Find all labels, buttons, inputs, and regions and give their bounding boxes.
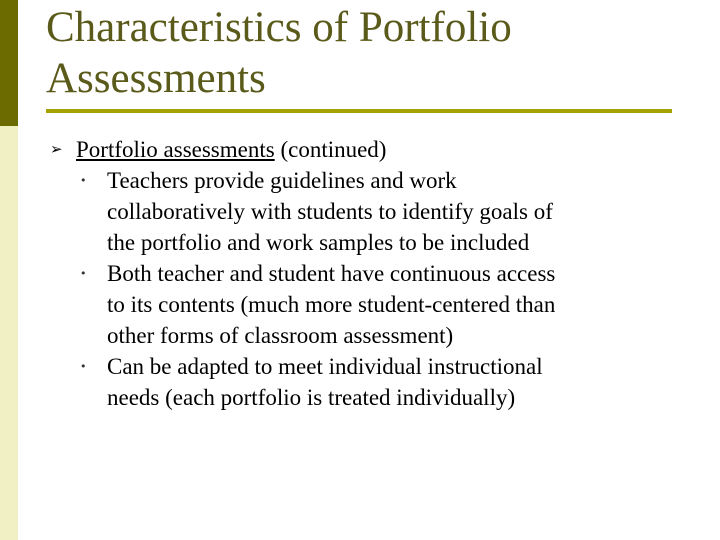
- sub-bullet-line: needs (each portfolio is treated individually): [107, 385, 516, 410]
- sub-bullet-line: Teachers provide guidelines and work: [107, 168, 457, 193]
- arrow-bullet-icon: ➢: [50, 140, 63, 158]
- main-bullet-item: [50, 134, 690, 165]
- sub-bullet-item: [50, 165, 690, 258]
- slide-title-line: Characteristics of Portfolio: [46, 4, 512, 51]
- sidebar-accent-dark: [0, 0, 18, 126]
- sub-bullet-list: [50, 165, 690, 413]
- sub-bullet-line: Can be adapted to meet individual instructional: [107, 354, 543, 379]
- main-bullet-link-text: Portfolio assessments: [76, 137, 275, 162]
- sidebar-accent-light: [0, 126, 18, 540]
- sub-bullet-item: [50, 351, 690, 413]
- main-bullet-suffix: (continued): [274, 137, 387, 162]
- sub-bullet-line: collaboratively with students to identify goals of: [107, 199, 553, 224]
- sub-bullet-line: Both teacher and student have continuous access: [107, 261, 556, 286]
- title-divider: [46, 109, 672, 113]
- sub-bullet-line: the portfolio and work samples to be included: [107, 230, 530, 255]
- slide-title: [46, 2, 686, 104]
- sub-bullet-item: [50, 258, 690, 351]
- dot-bullet-icon: •: [80, 360, 87, 373]
- slide-body: [50, 134, 690, 413]
- dot-bullet-icon: •: [80, 174, 87, 187]
- sub-bullet-line: other forms of classroom assessment): [107, 323, 454, 348]
- dot-bullet-icon: •: [80, 267, 87, 280]
- sub-bullet-line: to its contents (much more student-centered than: [107, 292, 556, 317]
- slide-title-line: Assessments: [46, 55, 266, 102]
